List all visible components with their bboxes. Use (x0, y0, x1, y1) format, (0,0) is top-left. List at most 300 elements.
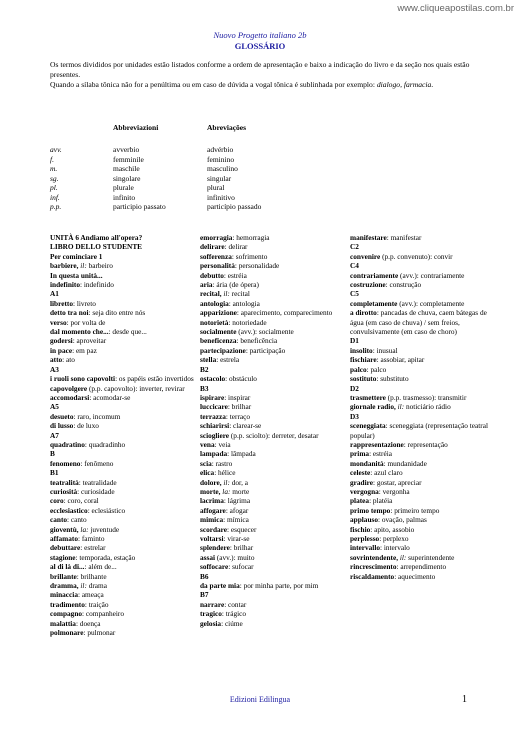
translation: : ciúme (221, 618, 243, 628)
glossary-entry (200, 581, 345, 590)
glossary-entry (350, 468, 500, 477)
translation: noticiário rádio (404, 402, 451, 412)
abbr-italian: avverbio (113, 145, 140, 154)
abbr-portuguese: plural (207, 183, 225, 192)
glossary-entry (200, 440, 345, 449)
translation: : pancadas de chuva, caem bátegas de água (em caso de chuva) / sem freios, convulsivamente (em caso de choro) (350, 308, 487, 337)
glossary-entry (50, 496, 195, 505)
headword: completamente (350, 298, 398, 308)
section-heading: B6 (200, 571, 209, 581)
translation: : notoriedade (228, 317, 267, 327)
headword: lacrima (200, 496, 224, 506)
headword: narrare (200, 599, 225, 609)
headword: tradimento (50, 599, 85, 609)
glossary-entry (200, 525, 345, 534)
headword: luccicare (200, 402, 228, 412)
translation: : aproveitar (72, 336, 107, 346)
headword: capovolgere (50, 383, 88, 393)
headword: di lusso (50, 421, 74, 431)
headword: celeste (350, 468, 371, 478)
translation: : sufocar (228, 562, 254, 572)
headword: barbiere, (50, 261, 79, 271)
section-heading: B (50, 449, 55, 459)
glossary-entry (50, 318, 195, 327)
glossary-column-3 (350, 233, 500, 581)
article: il: (78, 581, 87, 591)
translation: : inusual (372, 345, 398, 355)
abbreviation-row (50, 202, 350, 212)
translation: : estréia (369, 449, 392, 459)
abbr-portuguese: particípio passado (207, 202, 262, 211)
translation: : ato (62, 355, 75, 365)
headword: recital, (200, 289, 222, 299)
headword: intervallo (350, 543, 380, 553)
section-heading: B7 (200, 590, 209, 600)
translation: : estréia (223, 270, 247, 280)
translation: : veia (214, 439, 231, 449)
translation: : lâmpada (227, 449, 256, 459)
intro-p2-examples: dialogo, farmacia (376, 79, 432, 89)
translation: : ovação, palmas (378, 515, 427, 525)
headword: emorragia (200, 233, 233, 242)
glossary-entry (50, 506, 195, 515)
glossary-entry (200, 468, 345, 477)
abbr-italian: maschile (113, 164, 140, 173)
glossary-entry (50, 590, 195, 599)
abbr-italian: femminile (113, 154, 144, 164)
translation: : além de... (84, 562, 117, 572)
glossary-entry (200, 374, 345, 383)
headword: libretto (50, 298, 73, 308)
glossary-entry (350, 393, 500, 402)
article: la: (78, 524, 89, 534)
translation: : brilhar (227, 402, 252, 412)
translation: : personalidade (234, 261, 280, 271)
section-heading: B2 (200, 364, 209, 374)
translation: : brilhar (229, 543, 254, 553)
glossary-entry (350, 525, 500, 534)
headword: teatralità (50, 477, 79, 487)
headword: antologia (200, 298, 229, 308)
headword: ecclesiastico (50, 505, 88, 515)
glossary-entry (50, 412, 195, 421)
glossary-entry (50, 459, 195, 468)
translation: : lágrima (223, 496, 251, 506)
translation: : sofrimento (231, 251, 268, 261)
abbreviation-row (50, 145, 350, 155)
translation: : temporada, estação (75, 552, 136, 562)
translation: : clarear-se (229, 421, 262, 431)
headword: soffocare (200, 562, 229, 572)
translation: : platéia (369, 496, 393, 506)
glossary-entry (50, 440, 195, 449)
headword: coro (50, 496, 64, 506)
translation: : representação (403, 439, 448, 449)
article: il: (221, 289, 230, 299)
headword: vergogna (350, 486, 379, 496)
translation: : curiosidade (77, 486, 115, 496)
headword: canto (50, 515, 68, 525)
section-heading: A3 (50, 364, 59, 374)
glossary-entry (350, 421, 500, 440)
translation: : antologia (228, 298, 260, 308)
translation: : sceneggiata (representação teatral popular) (350, 421, 488, 440)
glossary-entry (200, 393, 345, 402)
glossary-entry (50, 478, 195, 487)
glossary-entry (200, 534, 345, 543)
headword: dal momento che... (50, 327, 109, 337)
headword: brillante (50, 571, 77, 581)
glossary-entry (200, 506, 345, 515)
abbreviation-row (50, 155, 350, 165)
translation: : ameaça (77, 590, 104, 600)
glossary-entry (50, 261, 195, 270)
translation: : ária (de ópera) (212, 280, 259, 290)
headword: dramma, (50, 581, 79, 591)
glossary-entry (50, 421, 195, 430)
glossary-entry (200, 487, 345, 496)
glossary-entry (350, 299, 500, 308)
glossary-entry (350, 271, 500, 280)
glossary-entry (50, 487, 195, 496)
headword: terrazza (200, 411, 226, 421)
section-heading: Per cominciare 1 (50, 251, 103, 261)
article: il: (78, 261, 87, 271)
headword: notorietà (200, 317, 229, 327)
headword: desueto (50, 411, 74, 421)
headword: sovrintendente, (350, 552, 399, 562)
headword: ispirare (200, 392, 225, 402)
glossary-entry (200, 355, 345, 364)
headword: sciogliere (200, 430, 230, 440)
headword: atto (50, 355, 63, 365)
headword: applauso (350, 515, 378, 525)
glossary-entry (350, 346, 500, 355)
glossary-entry (350, 487, 500, 496)
translation: : estrelar (80, 543, 106, 553)
translation: : assobiar, apitar (376, 355, 425, 365)
headword: elica (200, 468, 215, 478)
glossary-entry (350, 506, 500, 515)
glossary-entry (50, 280, 195, 289)
translation: : apito, assobio (370, 524, 415, 534)
headword: sostituto (350, 374, 377, 384)
translation: : seja dito entre nós (88, 308, 146, 318)
glossary-entry (200, 553, 345, 562)
glossary-entry (200, 299, 345, 308)
section-heading: A7 (50, 430, 59, 440)
glossary-entry (200, 280, 345, 289)
abbr-short: m. (50, 164, 58, 173)
glossary-entry (50, 543, 195, 552)
article: il: (398, 552, 407, 562)
headword: splendere (200, 543, 230, 553)
glossary-entry (50, 581, 195, 590)
headword: morte, (200, 486, 221, 496)
headword: da parte mia (200, 581, 240, 591)
headword: lampada (200, 449, 228, 459)
section-heading: D3 (350, 411, 359, 421)
glossary-entry (350, 374, 500, 383)
translation: : substituto (376, 374, 409, 384)
abbr-portuguese: infinitivo (207, 192, 235, 202)
glossary-entry (50, 562, 195, 571)
publisher-footer: Edizioni Edilingua (229, 695, 291, 704)
headword: costruzione (350, 280, 386, 290)
glossary-entry (350, 365, 500, 374)
headword: stella (200, 355, 217, 365)
glossary-entry (200, 318, 345, 327)
glossary-entry (350, 308, 500, 336)
translation: : brilhante (76, 571, 107, 581)
translation: : arrependimento (396, 562, 447, 572)
headword: curiosità (50, 486, 78, 496)
glossary-entry (200, 271, 345, 280)
glossary-entry (350, 355, 500, 364)
translation: : canto (67, 515, 87, 525)
section-heading: B3 (200, 383, 209, 393)
translation: : estrela (216, 355, 240, 365)
translation: : eclesiástico (87, 505, 126, 515)
translation: : perplexo (379, 534, 409, 543)
glossary-entry (50, 308, 195, 317)
section-heading: C4 (350, 261, 359, 271)
article: il: (221, 477, 230, 487)
abbr-short: pl. (50, 183, 58, 192)
translation: : manifestar (386, 233, 422, 242)
translation: morte (230, 486, 250, 496)
section-heading: C2 (350, 242, 359, 252)
headword: palco (350, 364, 367, 374)
page-title: GLOSSÁRIO (234, 41, 286, 51)
headword: gioventù, (50, 524, 79, 534)
glossary-entry (50, 572, 195, 581)
translation: : delirar (224, 242, 248, 252)
translation: : fenômeno (80, 458, 114, 468)
headword: indefinito (50, 280, 81, 290)
headword: scia (200, 458, 212, 468)
glossary-entry (200, 412, 345, 421)
headword: vena (200, 439, 215, 449)
headword: al di là di... (50, 562, 85, 572)
glossary-entry (200, 449, 345, 458)
translation: drama (86, 581, 107, 591)
glossary-entry (350, 449, 500, 458)
translation: (avv.): socialmente (236, 327, 294, 337)
translation: : traição (84, 599, 109, 609)
glossary-entry (50, 299, 195, 308)
glossary-entry (350, 543, 500, 552)
intro-p2-text: Quando a sílaba tônica não for a penúltima ou em caso de dúvida a vogal tônica é sublinhada por exemplo: (50, 79, 377, 89)
headword: affamato (50, 534, 78, 543)
section-heading: C5 (350, 289, 359, 299)
headword: voltarsi (200, 534, 224, 543)
translation: : indefinido (80, 280, 114, 290)
abbr-portuguese: feminino (207, 154, 235, 164)
glossary-entry (350, 233, 500, 242)
glossary-entry (50, 336, 195, 345)
glossary-entry (50, 628, 195, 637)
glossary-entry (200, 478, 345, 487)
translation: : quadradinho (84, 439, 126, 449)
glossary-entry (50, 327, 195, 336)
glossary-entry (50, 553, 195, 562)
translation: : companheiro (82, 609, 124, 619)
translation: : vergonha (378, 486, 410, 496)
glossary-entry (350, 553, 500, 562)
glossary-entry (200, 242, 345, 251)
translation: : palco (366, 364, 387, 374)
book-subtitle: Nuovo Progetto italiano 2b (213, 30, 307, 40)
glossary-entry (200, 402, 345, 411)
glossary-entry (200, 308, 345, 317)
headword: verso (50, 317, 67, 327)
translation: (p.p. capovolto): inverter, revirar (87, 383, 185, 393)
headword: godersi (50, 336, 73, 346)
headword: riscaldamento (350, 571, 395, 581)
headword: contrariamente (350, 270, 399, 280)
headword: accomodarsi (50, 392, 90, 402)
headword: giornale radio, (350, 402, 396, 412)
headword: fischio (350, 524, 371, 534)
glossary-entry (50, 525, 195, 534)
translation: (avv.): muito (215, 552, 255, 562)
translation: : faminto (77, 534, 105, 543)
abbreviation-row (50, 174, 350, 184)
translation: : livreto (72, 298, 96, 308)
abbreviation-row (50, 164, 350, 174)
translation: barbeiro (86, 261, 113, 271)
translation: recital (229, 289, 250, 299)
abbreviations-header (50, 123, 350, 135)
translation: : afogar (225, 505, 249, 515)
section-heading: B1 (50, 468, 59, 478)
glossary-entry (50, 534, 195, 543)
headword: quadratino (50, 439, 85, 449)
abbr-italian: participio passato (113, 202, 166, 211)
translation: : beneficência (236, 336, 278, 346)
headword: sceneggiata (350, 421, 386, 431)
translation: : inspirar (224, 392, 251, 402)
headword: socialmente (200, 327, 237, 337)
abbr-italian: plurale (113, 183, 134, 192)
headword: debuttare (50, 543, 81, 553)
glossary-entry (50, 355, 195, 364)
translation: : pulmonar (83, 628, 116, 638)
glossary-entry (50, 609, 195, 618)
glossary-entry (350, 280, 500, 289)
glossary-entry (350, 562, 500, 571)
section-heading: In questa unità... (50, 270, 103, 280)
abbr-short: p.p. (50, 202, 62, 211)
glossary-entry (350, 459, 500, 468)
translation: : virar-se (223, 534, 250, 543)
headword: compagno (50, 609, 83, 619)
abbr-portuguese: advérbio (207, 145, 234, 154)
translation: : coro, coral (63, 496, 99, 506)
translation: : hemorragia (232, 233, 270, 242)
translation: : construção (385, 280, 422, 290)
glossary-entry (200, 261, 345, 270)
headword: assai (200, 552, 216, 562)
glossary-entry (200, 562, 345, 571)
translation: dor, a (229, 477, 249, 487)
abbr-short: sg. (50, 173, 59, 183)
glossary-entry (200, 431, 345, 440)
watermark: www.cliqueapostilas.com.br (397, 3, 514, 14)
intro-text (50, 60, 470, 89)
section-heading: D2 (350, 383, 359, 393)
translation: superintendente (406, 552, 455, 562)
headword: platea (350, 496, 370, 506)
page-number: 1 (462, 694, 467, 705)
glossary-entry (200, 233, 345, 242)
translation: : acomodar-se (89, 392, 131, 402)
headword: fischiare (350, 355, 377, 365)
glossary-entry (50, 346, 195, 355)
headword: polmonare (50, 628, 84, 638)
translation: : por volta de (66, 317, 106, 327)
abbr-short: f. (50, 154, 54, 164)
abbreviation-row (50, 193, 350, 203)
glossary-entry (200, 252, 345, 261)
headword: minaccia (50, 590, 78, 600)
translation: : teatralidade (78, 477, 117, 487)
section-heading: A1 (50, 289, 59, 299)
headword: partecipazione (200, 345, 246, 355)
glossary-entry (200, 289, 345, 298)
abbreviation-row (50, 183, 350, 193)
abbr-italian: singolare (113, 173, 141, 183)
glossary-entry (200, 336, 345, 345)
translation: : gostar, apreciar (372, 477, 422, 487)
translation: : hélice (214, 468, 236, 478)
headword: sofferenza (200, 251, 232, 261)
headword: affogare (200, 505, 226, 515)
translation: : aparecimento, comparecimento (236, 308, 333, 318)
headword: in pace (50, 345, 73, 355)
glossary-entry (50, 393, 195, 402)
glossary-entry (350, 402, 500, 411)
translation: : raro, incomum (73, 411, 121, 421)
headword: a dirotto (350, 308, 377, 318)
headword: rincrescimento (350, 562, 397, 572)
glossary-entry (350, 496, 500, 505)
translation: : trágico (221, 609, 247, 619)
glossary-entry (50, 374, 195, 383)
glossary-entry (200, 421, 345, 430)
glossary-entry (350, 252, 500, 261)
headword: gelosia (200, 618, 222, 628)
translation: : em paz (72, 345, 97, 355)
headword: scordare (200, 524, 228, 534)
headword: ostacolo (200, 374, 226, 384)
section-heading: UNITÀ 6 Andiamo all'opera? (50, 233, 143, 242)
glossary-entry (200, 459, 345, 468)
headword: primo tempo (350, 505, 391, 515)
intro-paragraph-1: Os termos divididos por unidades estão listados conforme a ordem de apresentação e baixo a indicação do livro e da seção nos quais estão presentes. (50, 60, 470, 79)
glossary-entry (200, 496, 345, 505)
glossary-entry (50, 515, 195, 524)
headword: mimica (200, 515, 224, 525)
glossary-entry (50, 619, 195, 628)
headword: stagione (50, 552, 76, 562)
glossary-entry (200, 515, 345, 524)
translation: : rastro (211, 458, 233, 468)
intro-paragraph-2 (50, 80, 470, 90)
translation: : desde que... (108, 327, 147, 337)
translation: : participação (245, 345, 286, 355)
